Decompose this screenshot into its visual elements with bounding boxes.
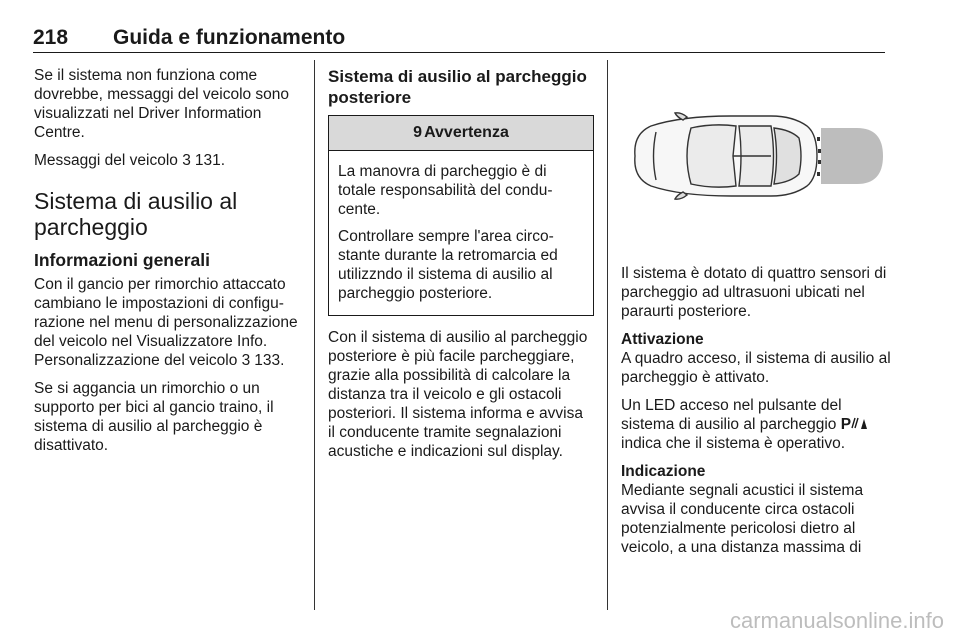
rear-parking-heading: Sistema di ausilio al parcheggio posteriore bbox=[328, 67, 587, 107]
subheading-general-info: Informazioni generali bbox=[34, 250, 210, 270]
column-divider bbox=[607, 60, 608, 610]
sensors-paragraph: Il sistema è dotato di quattro sensori di parcheggio ad ultrasuoni ubicati nel paraurti posteriore. bbox=[621, 265, 887, 320]
reference-arrow-icon: 3 bbox=[241, 352, 251, 369]
parking-assist-icon: P bbox=[841, 416, 869, 433]
warning-body bbox=[329, 151, 593, 315]
warning-text-2: Controllare sempre l'area circostante durante la retromarcia ed utilizzndo il sistema di ausilio al parcheggio posteriore. bbox=[338, 228, 558, 302]
warning-title: Avvertenza bbox=[424, 124, 509, 141]
reference-label: Messaggi del veicolo bbox=[34, 152, 178, 169]
warning-box bbox=[328, 115, 594, 316]
chapter-heading: Sistema di ausilio al parcheggio bbox=[34, 188, 238, 240]
activation-heading: Attivazione bbox=[621, 331, 704, 348]
activation-text-2-start: Un LED acceso nel pulsante del sistema di ausilio al parcheggio bbox=[621, 397, 842, 433]
warning-triangle-icon: 9 bbox=[413, 124, 423, 141]
column-3 bbox=[621, 66, 893, 566]
column-1 bbox=[34, 66, 302, 464]
activation-text-2-end: indica che il sistema è operativo. bbox=[621, 435, 846, 452]
page-number: 218 bbox=[33, 26, 69, 49]
trailer-disable-paragraph: Se si aggancia un rimorchio o un supporto per bici al gancio traino, il sistema di ausilio al parcheggio è disattivato. bbox=[34, 380, 274, 454]
warning-text-1: La manovra di parcheggio è di totale responsabilità del conducente. bbox=[338, 163, 553, 218]
indication-text: Mediante segnali acustici il sistema avvisa il conducente circa ostacoli potenzialmente pericolosi dietro al veicolo, a una distanza massima di bbox=[621, 482, 864, 556]
car-with-sensor-field-icon bbox=[621, 76, 883, 236]
trailer-settings-paragraph bbox=[34, 275, 302, 370]
reference-page[interactable]: 133. bbox=[254, 352, 285, 369]
indication-heading: Indicazione bbox=[621, 463, 706, 480]
intro-paragraph: Se il sistema non funziona come dovrebbe, messaggi del veicolo sono visualizzati nel Driver Information Centre. bbox=[34, 67, 290, 141]
vehicle-messages-reference bbox=[34, 151, 302, 170]
column-divider bbox=[314, 60, 315, 610]
reference-arrow-icon: 3 bbox=[182, 152, 191, 169]
trailer-settings-text: Con il gancio per rimorchio attaccato cambiano le impostazioni di configurazione nel menu di personalizzazione del veicolo nel Visualizzatore Info. Personalizzazione del veicolo bbox=[34, 276, 298, 369]
activation-text-2 bbox=[621, 396, 893, 453]
reference-page[interactable]: 131. bbox=[194, 152, 225, 169]
rear-parking-description: Con il sistema di ausilio al parcheggio posteriore è più facile parcheggiare, grazie alla possibilità di calcolare la distanza tra il veicolo e gli ostacoli posteriori. Il sistema informa e avvisa il conducente tramite segnalazioni acustiche e indicazioni sul display. bbox=[328, 329, 588, 460]
car-sensor-figure bbox=[621, 76, 883, 236]
activation-text-1: A quadro acceso, il sistema di ausilio al parcheggio è attivato. bbox=[621, 350, 891, 386]
watermark: carmanualsonline.info bbox=[729, 608, 944, 633]
page-header bbox=[33, 22, 885, 53]
warning-header bbox=[329, 116, 593, 151]
section-title: Guida e funzionamento bbox=[113, 26, 346, 49]
column-2 bbox=[328, 66, 594, 470]
